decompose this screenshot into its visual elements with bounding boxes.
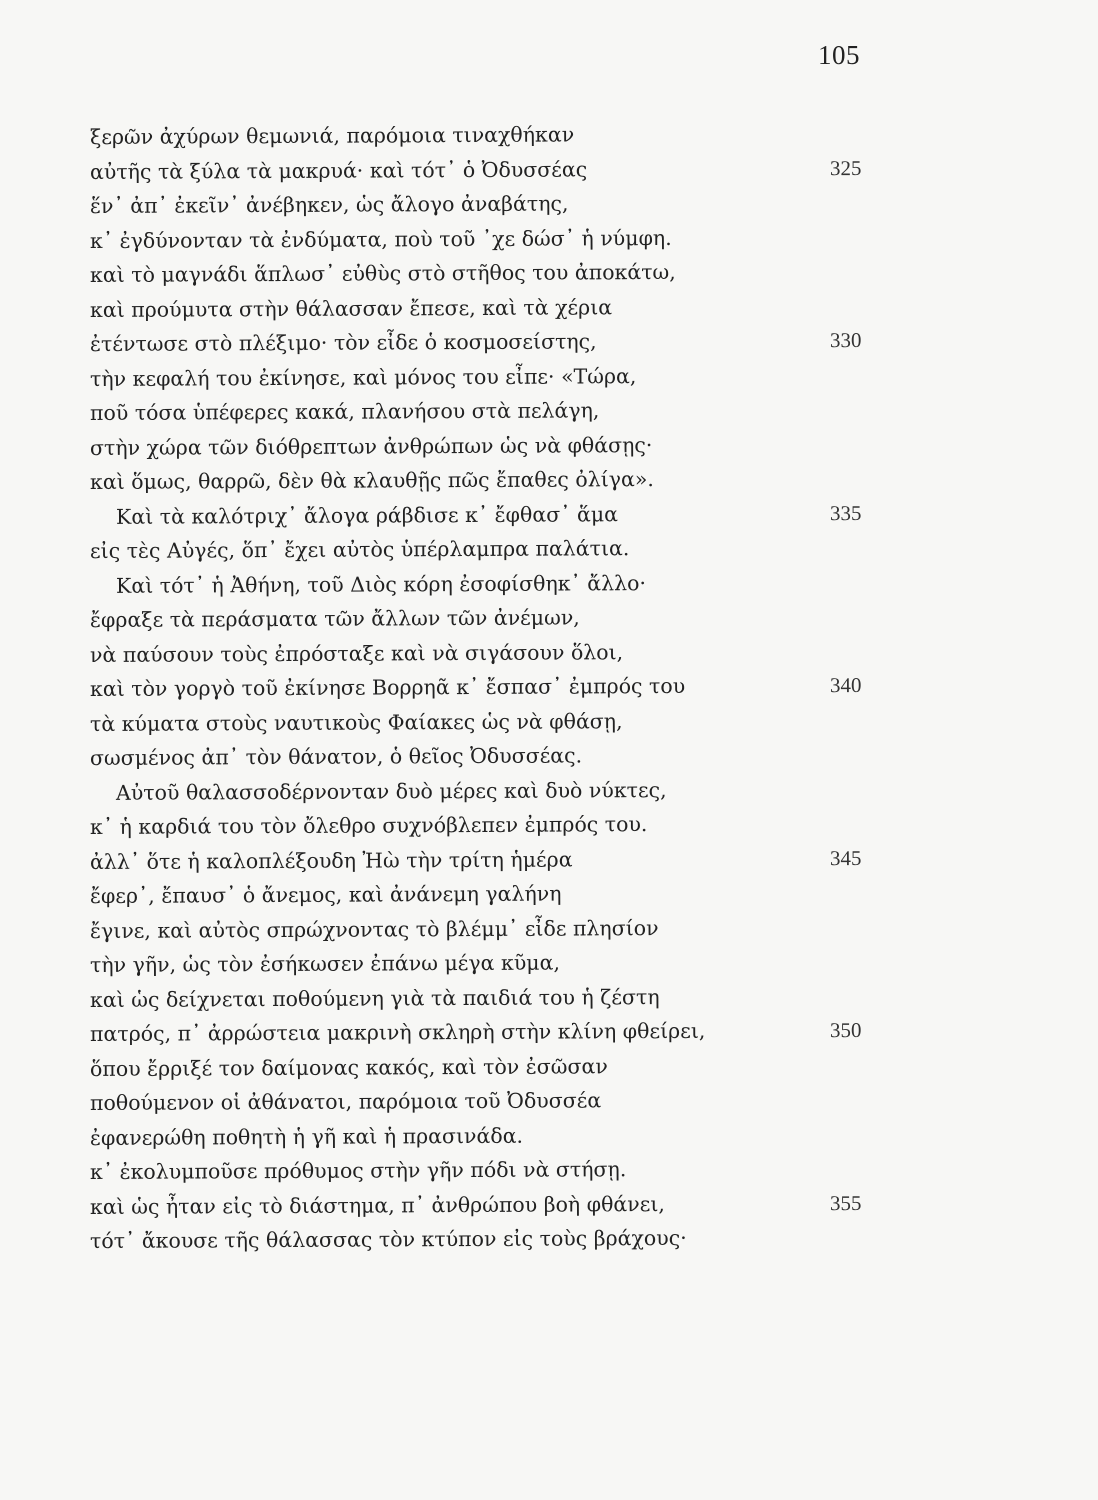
verse-line: [90, 668, 890, 707]
line-number: 345: [829, 845, 862, 870]
verse-line: [90, 875, 890, 914]
verse-text: πατρός, π᾽ ἀρρώστεια μακρινὴ σκληρὴ στὴν κλίνη φθείρει,: [89, 1018, 706, 1046]
verse-line: [90, 1013, 890, 1052]
verse-text: Καὶ τότ᾽ ἡ Ἀθήνη, τοῦ Διὸς κόρη ἐσοφίσθηκ᾽ ἄλλο·: [115, 570, 647, 598]
poem-text: [90, 120, 890, 1259]
verse-line: [90, 461, 890, 500]
verse-line: [90, 254, 890, 293]
verse-line: [90, 323, 890, 362]
line-number: 355: [829, 1190, 862, 1215]
verse-line: [90, 978, 890, 1017]
verse-text: εἰς τὲς Αὐγές, ὅπ᾽ ἔχει αὐτὸς ὑπέρλαμπρα παλάτια.: [89, 536, 630, 563]
verse-line: [90, 1116, 890, 1155]
verse-line: [90, 564, 890, 603]
verse-text: ὅπου ἔρριξέ τον δαίμονας κακός, καὶ τὸν ἐσῶσαν: [89, 1053, 608, 1081]
verse-text: ἔφερ᾽, ἔπαυσ᾽ ὁ ἄνεμος, καὶ ἀνάνεμη γαλήνη: [89, 881, 562, 908]
verse-text: καὶ τὸν γοργὸ τοῦ ἐκίνησε Βορρηᾶ κ᾽ ἔσπασ᾽ ἐμπρός του: [89, 673, 686, 701]
verse-text: ἐτέντωσε στὸ πλέξιμο· τὸν εἶδε ὁ κοσμοσείστης,: [89, 329, 597, 356]
page-number: 105: [818, 40, 860, 70]
verse-text: ἐφανερώθη ποθητὴ ἡ γῆ καὶ ἡ πρασινάδα.: [89, 1123, 524, 1150]
verse-line: [90, 633, 890, 672]
line-number: 335: [829, 500, 862, 525]
verse-text: τότ᾽ ἄκουσε τῆς θάλασσας τὸν κτύπον εἰς τοὺς βράχους·: [89, 1225, 687, 1253]
verse-text: ἕν᾽ ἀπ᾽ ἐκεῖν᾽ ἀνέβηκεν, ὡς ἄλογο ἀναβάτης,: [89, 191, 569, 218]
verse-text: καὶ ὡς δείχνεται ποθούμενη γιὰ τὰ παιδιά του ἡ ζέστη: [89, 984, 660, 1012]
verse-line: [90, 840, 890, 879]
verse-line: [90, 771, 890, 810]
verse-text: ἀλλ᾽ ὅτε ἡ καλοπλέξουδη Ἠὼ τὴν τρίτη ἡμέρα: [89, 846, 573, 874]
verse-text: ξερῶν ἀχύρων θεμωνιά, παρόμοια τιναχθήκαν: [89, 122, 575, 149]
verse-text: τὰ κύματα στοὺς ναυτικοὺς Φαίακες ὡς νὰ φθάσῃ,: [89, 708, 623, 736]
verse-line: [90, 702, 890, 741]
verse-line: [90, 944, 890, 983]
verse-line: [90, 1185, 890, 1224]
verse-line: [90, 116, 890, 155]
verse-line: [90, 737, 890, 776]
verse-text: καὶ τὸ μαγνάδι ἅπλωσ᾽ εὐθὺς στὸ στῆθος του ἀποκάτω,: [89, 259, 676, 287]
verse-text: τὴν κεφαλή του ἐκίνησε, καὶ μόνος του εἶπε· «Τώρα,: [89, 363, 637, 391]
verse-text: νὰ παύσουν τοὺς ἐπρόσταξε καὶ νὰ σιγάσουν ὅλοι,: [89, 639, 624, 667]
verse-line: [90, 495, 890, 534]
verse-line: [90, 185, 890, 224]
verse-line: [90, 1220, 890, 1259]
verse-text: Αὐτοῦ θαλασσοδέρνονταν δυὸ μέρες καὶ δυὸ νύκτες,: [115, 777, 667, 805]
line-number: 325: [829, 155, 862, 180]
verse-text: σωσμένος ἀπ᾽ τὸν θάνατον, ὁ θεῖος Ὀδυσσέας.: [89, 743, 583, 770]
verse-text: στὴν χώρα τῶν διόθρεπτων ἀνθρώπων ὡς νὰ φθάσῃς·: [89, 432, 653, 460]
verse-line: [90, 426, 890, 465]
line-number: 340: [829, 672, 862, 698]
verse-text: καὶ ὅμως, θαρρῶ, δὲν θὰ κλαυθῇς πῶς ἔπαθες ὀλίγα».: [89, 467, 654, 494]
verse-text: ἔφραξε τὰ περάσματα τῶν ἄλλων τῶν ἀνέμων,: [89, 605, 580, 632]
verse-line: [90, 599, 890, 638]
verse-text: ἔγινε, καὶ αὐτὸς σπρώχνοντας τὸ βλέμμ᾽ εἶδε πλησίον: [89, 915, 659, 943]
verse-text: καὶ προύμυτα στὴν θάλασσαν ἔπεσε, καὶ τὰ χέρια: [89, 294, 613, 322]
verse-line: [90, 909, 890, 948]
verse-line: [90, 150, 890, 189]
verse-line: [90, 288, 890, 327]
verse-line: [90, 219, 890, 258]
verse-line: [90, 806, 890, 845]
verse-text: Καὶ τὰ καλότριχ᾽ ἄλογα ράβδισε κ᾽ ἔφθασ᾽ ἅμα: [115, 501, 619, 529]
verse-text: ποῦ τόσα ὑπέφερες κακά, πλανήσου στὰ πελάγη,: [89, 398, 600, 425]
verse-line: [90, 530, 890, 569]
verse-line: [90, 1082, 890, 1121]
verse-line: [90, 1047, 890, 1086]
verse-text: αὐτῆς τὰ ξύλα τὰ μακρυά· καὶ τότ᾽ ὁ Ὀδυσσέας: [89, 156, 588, 184]
verse-line: [90, 392, 890, 431]
line-number: 330: [829, 327, 862, 353]
verse-text: κ᾽ ἐκολυμποῦσε πρόθυμος στὴν γῆν πόδι νὰ στήσῃ.: [89, 1157, 627, 1184]
line-number: 350: [829, 1017, 862, 1043]
verse-line: [90, 357, 890, 396]
verse-line: [90, 1151, 890, 1190]
verse-text: τὴν γῆν, ὡς τὸν ἐσήκωσεν ἐπάνω μέγα κῦμα,: [89, 950, 560, 977]
verse-text: κ᾽ ἐγδύνονταν τὰ ἐνδύματα, ποὺ τοῦ ᾽χε δώσ᾽ ἡ νύμφη.: [89, 225, 672, 253]
verse-text: καὶ ὡς ἦταν εἰς τὸ διάστημα, π᾽ ἀνθρώπου βοὴ φθάνει,: [89, 1191, 665, 1219]
verse-text: ποθούμενον οἱ ἀθάνατοι, παρόμοια τοῦ Ὀδυσσέα: [89, 1088, 602, 1115]
verse-text: κ᾽ ἡ καρδιά του τὸν ὄλεθρο συχνόβλεπεν ἐμπρός του.: [89, 812, 648, 839]
